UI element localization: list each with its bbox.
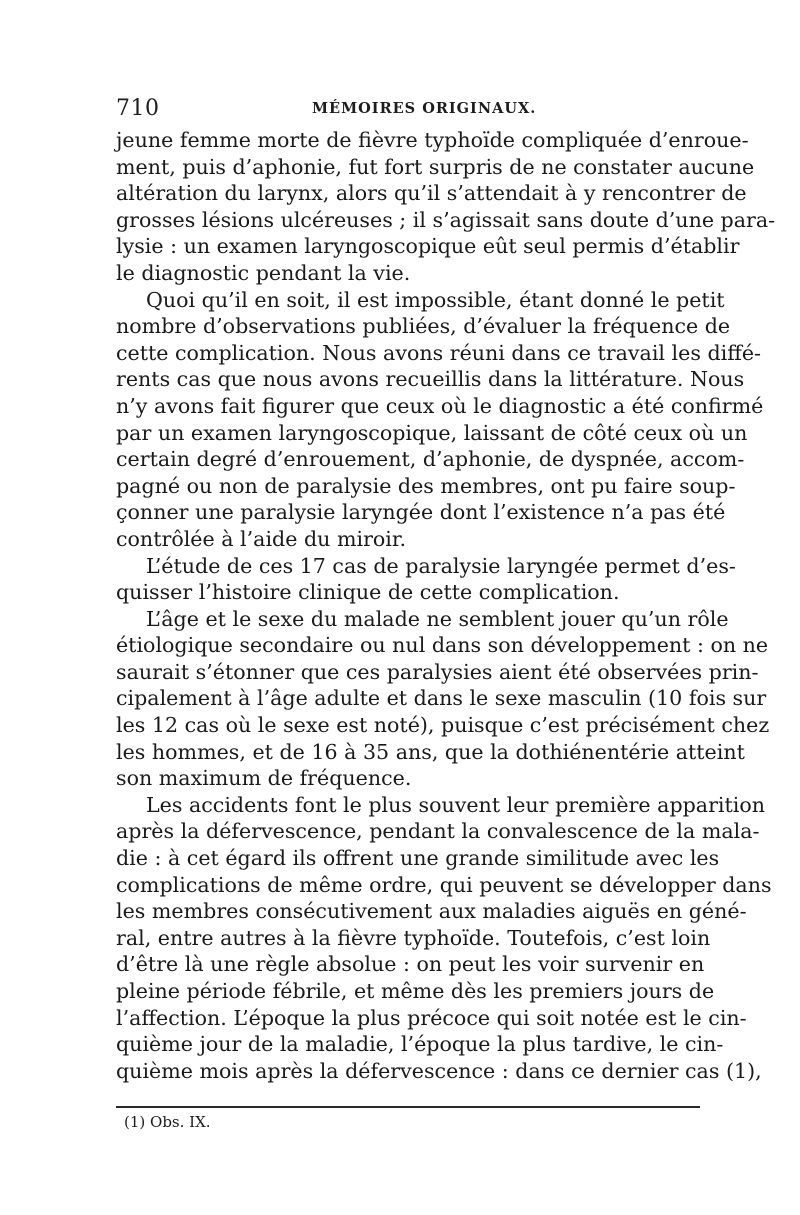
text-line: quième mois après la défervescence : dans ce dernier cas (1), (116, 1058, 762, 1083)
text-line: grosses lésions ulcéreuses ; il s’agissait sans doute d’une para- (116, 207, 776, 232)
text-line: pleine période fébrile, et même dès les premiers jours de (116, 979, 715, 1003)
text-line: certain degré d’enrouement, d’aphonie, de dyspnée, accom- (116, 447, 745, 472)
body-text (116, 127, 776, 1084)
text-line: Quoi qu’il en soit, il est impossible, étant donné le petit (146, 287, 725, 312)
running-title: MÉMOIRES ORIGINAUX. (312, 100, 537, 117)
footnote-rule (116, 1106, 700, 1108)
text-line: rents cas que nous avons recueillis dans la littérature. Nous (116, 367, 745, 392)
text-line: les 12 cas où le sexe est noté), puisque c’est précisément chez (116, 713, 770, 738)
text-line: l’affection. L’époque la plus précoce qui soit notée est le cin- (116, 1005, 747, 1030)
text-line: n’y avons fait figurer que ceux où le diagnostic a été confirmé (116, 393, 764, 418)
text-line: étiologique secondaire ou nul dans son développement : on ne (116, 633, 769, 658)
text-line: les membres consécutivement aux maladies aiguës en géné- (116, 899, 747, 924)
text-line: cette complication. Nous avons réuni dans ce travail les diffé- (116, 340, 761, 365)
page-header (116, 96, 700, 126)
text-line: L’âge et le sexe du malade ne semblent jouer qu’un rôle (146, 606, 729, 631)
text-line: lysie : un examen laryngoscopique eût seul permis d’établir (116, 234, 740, 259)
text-line: die : à cet égard ils offrent une grande similitude avec les (116, 846, 720, 871)
text-line: contrôlée à l’aide du miroir. (116, 526, 407, 551)
page-number: 710 (116, 96, 160, 121)
text-line: d’être là une règle absolue : on peut les voir survenir en (116, 952, 705, 977)
text-line: L’étude de ces 17 cas de paralysie laryngée permet d’es- (146, 553, 736, 578)
text-line: Les accidents font le plus souvent leur première apparition (146, 792, 766, 817)
text-line: quième jour de la maladie, l’époque la plus tardive, le cin- (116, 1032, 724, 1057)
text-line: son maximum de fréquence. (116, 766, 412, 791)
text-line: jeune femme morte de fièvre typhoïde compliquée d’enroue- (116, 128, 749, 152)
text-line: nombre d’observations publiées, d’évaluer la fréquence de (116, 314, 731, 339)
text-line: le diagnostic pendant la vie. (116, 260, 411, 285)
text-line: saurait s’étonner que ces paralysies aient été observées prin- (116, 659, 759, 684)
text-line: les hommes, et de 16 à 35 ans, que la dothiénentérie atteint (116, 739, 745, 764)
text-line: par un examen laryngoscopique, laissant de côté ceux où un (116, 420, 748, 445)
text-line: quisser l’histoire clinique de cette complication. (116, 580, 620, 605)
text-line: altération du larynx, alors qu’il s’attendait à y rencontrer de (116, 181, 747, 206)
text-line: après la défervescence, pendant la convalescence de la mala- (116, 819, 760, 844)
text-line: complications de même ordre, qui peuvent se développer dans (116, 872, 772, 897)
text-line: pagné ou non de paralysie des membres, ont pu faire soup- (116, 473, 736, 498)
text-line: ral, entre autres à la fièvre typhoïde. Toutefois, c’est loin (116, 925, 711, 950)
footnote: (1) Obs. IX. (124, 1113, 211, 1131)
text-line: çonner une paralysie laryngée dont l’existence n’a pas été (116, 500, 726, 525)
text-line: cipalement à l’âge adulte et dans le sexe masculin (10 fois sur (116, 686, 767, 711)
text-line: ment, puis d’aphonie, fut fort surpris de ne constater aucune (116, 154, 755, 179)
